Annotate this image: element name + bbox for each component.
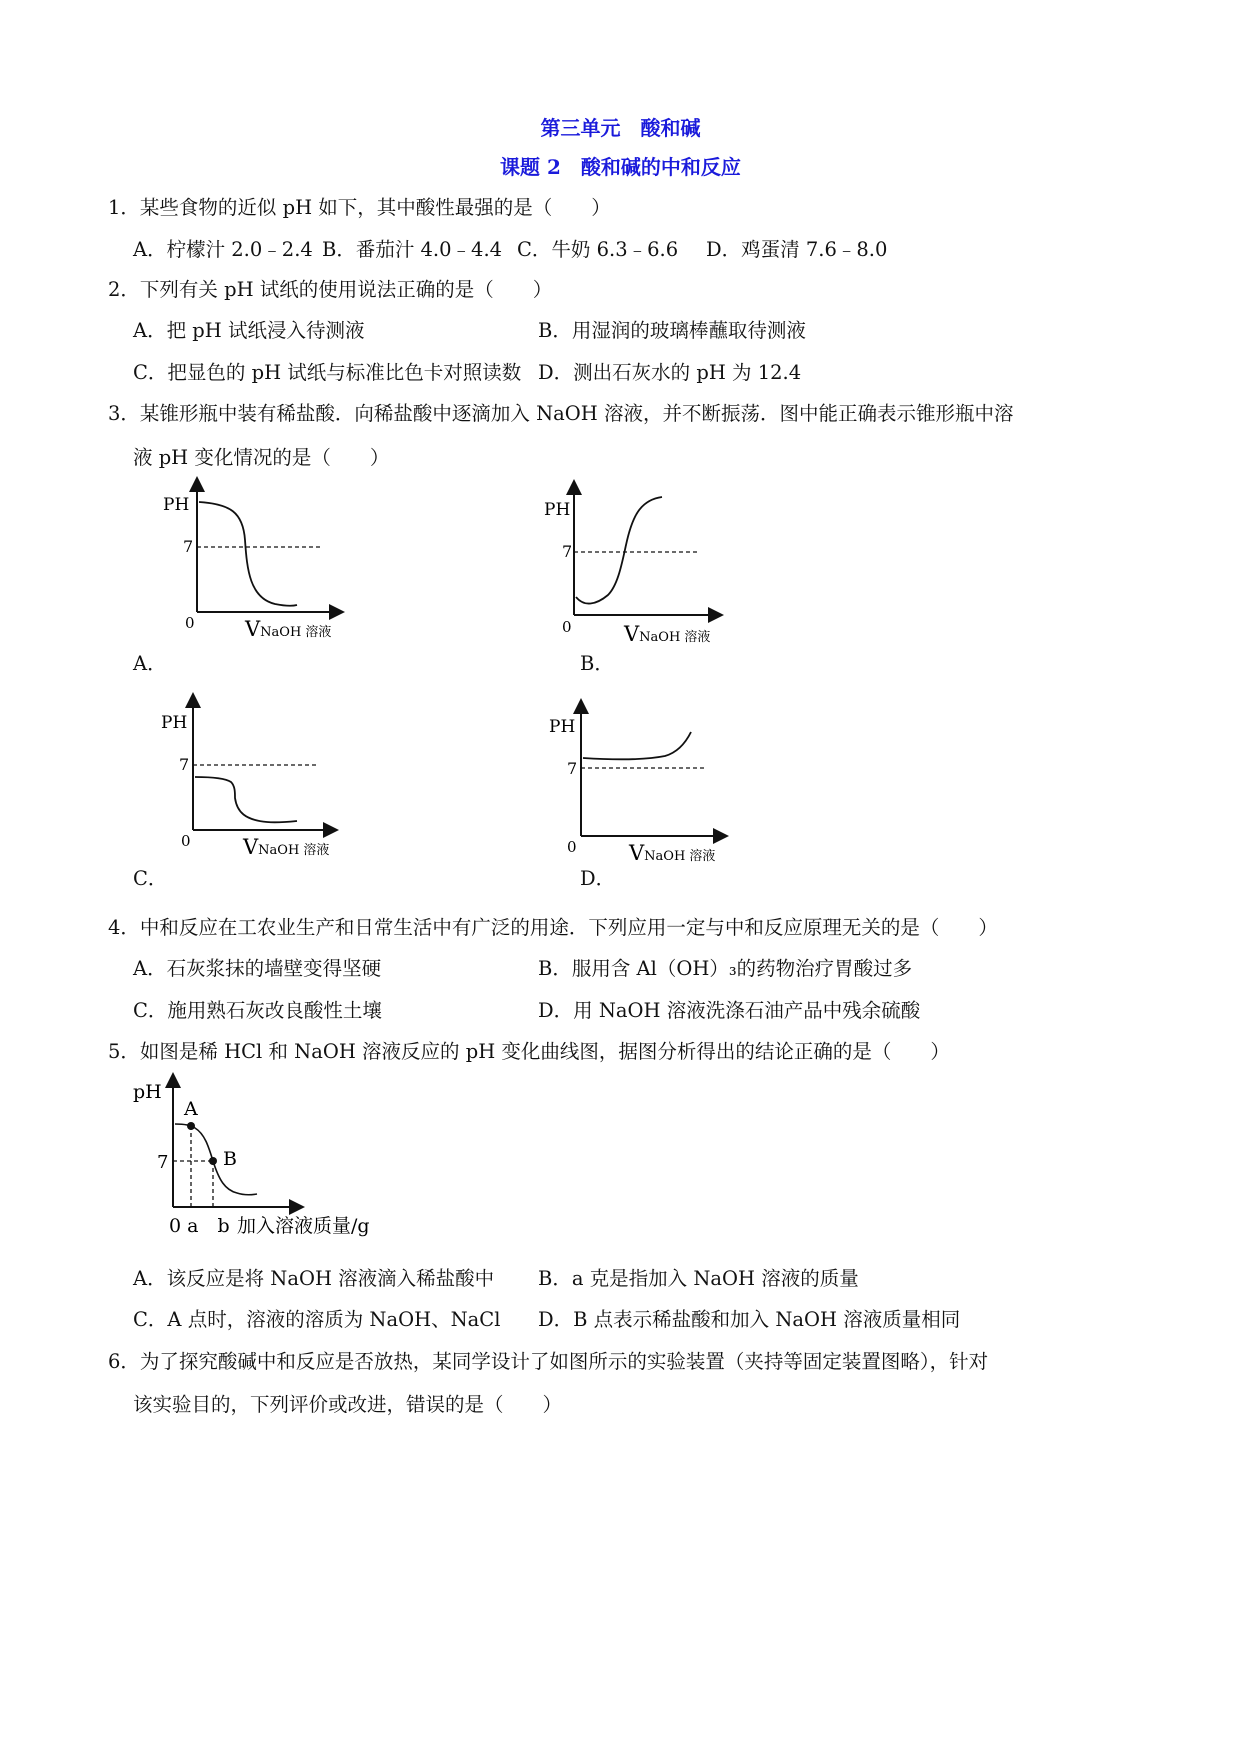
q3-graph-a [155,470,365,645]
ph-curve [576,497,662,604]
point-a-label: A [184,1098,198,1120]
y-label: PH [161,713,188,733]
y-label: PH [163,495,190,515]
x-label: VNaOH 溶液 [245,617,332,641]
q3-option-c: C． [133,867,168,890]
q1-stem: 1．某些食物的近似 pH 如下，其中酸性最强的是（ ） [108,196,611,219]
q2-stem: 2．下列有关 pH 试纸的使用说法正确的是（ ） [108,278,553,301]
q5-graph [125,1072,385,1242]
q1-option-a: A．柠檬汁 2.0﹣2.4 [133,238,313,261]
ph-curve [583,732,691,759]
q3-graph-b [540,475,750,650]
q3-graph-c [155,690,365,865]
q5-option-d: D．B 点表示稀盐酸和加入 NaOH 溶液质量相同 [538,1308,961,1331]
q2-option-a: A．把 pH 试纸浸入待测液 [133,319,365,342]
ph-curve [199,502,297,606]
q5-option-b: B．a 克是指加入 NaOH 溶液的质量 [538,1267,859,1290]
y-label: PH [544,500,571,520]
q3-graph-d [545,692,755,867]
lesson-title: 课题 2 酸和碱的中和反应 [500,155,741,179]
y-label: PH [549,717,576,737]
point-a-marker [187,1122,195,1130]
seven-label: 7 [567,759,578,778]
q4-option-b: B．服用含 Al（OH）₃的药物治疗胃酸过多 [538,957,913,980]
origin-label: 0 [185,614,195,632]
q3-stem-line1: 3．某锥形瓶中装有稀盐酸．向稀盐酸中逐滴加入 NaOH 溶液，并不断振荡．图中能正确表示锥形瓶中溶 [108,402,1014,425]
ph-curve [195,777,297,822]
q5-stem: 5．如图是稀 HCl 和 NaOH 溶液反应的 pH 变化曲线图，据图分析得出的结论正确的是（ ） [108,1040,950,1063]
q6-stem-line2: 该实验目的，下列评价或改进，错误的是（ ） [133,1393,563,1416]
x-label: 加入溶液质量/g [237,1215,370,1237]
q2-option-b: B．用湿润的玻璃棒蘸取待测液 [538,319,806,342]
q3-option-b: B． [580,652,614,675]
q6-stem-line1: 6．为了探究酸碱中和反应是否放热，某同学设计了如图所示的实验装置（夹持等固定装置图略），针对 [108,1350,989,1373]
seven-label: 7 [179,755,190,774]
q3-option-d: D． [580,867,616,890]
q4-option-a: A．石灰浆抹的墙壁变得坚硬 [133,957,382,980]
q5-option-c: C．A 点时，溶液的溶质为 NaOH、NaCl [133,1308,501,1331]
q1-option-c: C．牛奶 6.3﹣6.6 [517,238,679,261]
x-label: VNaOH 溶液 [624,622,711,646]
seven-label: 7 [183,537,194,556]
q5-option-a: A．该反应是将 NaOH 溶液滴入稀盐酸中 [133,1267,495,1290]
q2-option-d: D．测出石灰水的 pH 为 12.4 [538,361,802,384]
point-b-label: B [223,1148,237,1170]
seven-label: 7 [157,1152,169,1173]
y-label: pH [133,1081,162,1103]
q1-option-b: B．番茄汁 4.0﹣4.4 [322,238,503,261]
q1-option-d: D．鸡蛋清 7.6﹣8.0 [706,238,888,261]
q2-option-c: C．把显色的 pH 试纸与标准比色卡对照读数 [133,361,522,384]
point-b-marker [209,1157,217,1165]
unit-title: 第三单元 酸和碱 [540,116,701,140]
q3-option-a: A． [133,652,167,675]
origin-label: 0 [562,618,572,636]
x-label: VNaOH 溶液 [629,841,716,865]
x-label: VNaOH 溶液 [243,835,330,859]
seven-label: 7 [562,542,573,561]
q3-stem-line2: 液 pH 变化情况的是（ ） [133,446,390,469]
origin-label: 0 [567,838,577,856]
q4-option-d: D．用 NaOH 溶液洗涤石油产品中残余硫酸 [538,999,921,1022]
q4-stem: 4．中和反应在工农业生产和日常生活中有广泛的用途．下列应用一定与中和反应原理无关的是（ ） [108,916,998,939]
origin-label: 0 [181,832,191,850]
q4-option-c: C．施用熟石灰改良酸性土壤 [133,999,382,1022]
x-ticks: 0 a b [169,1215,230,1237]
